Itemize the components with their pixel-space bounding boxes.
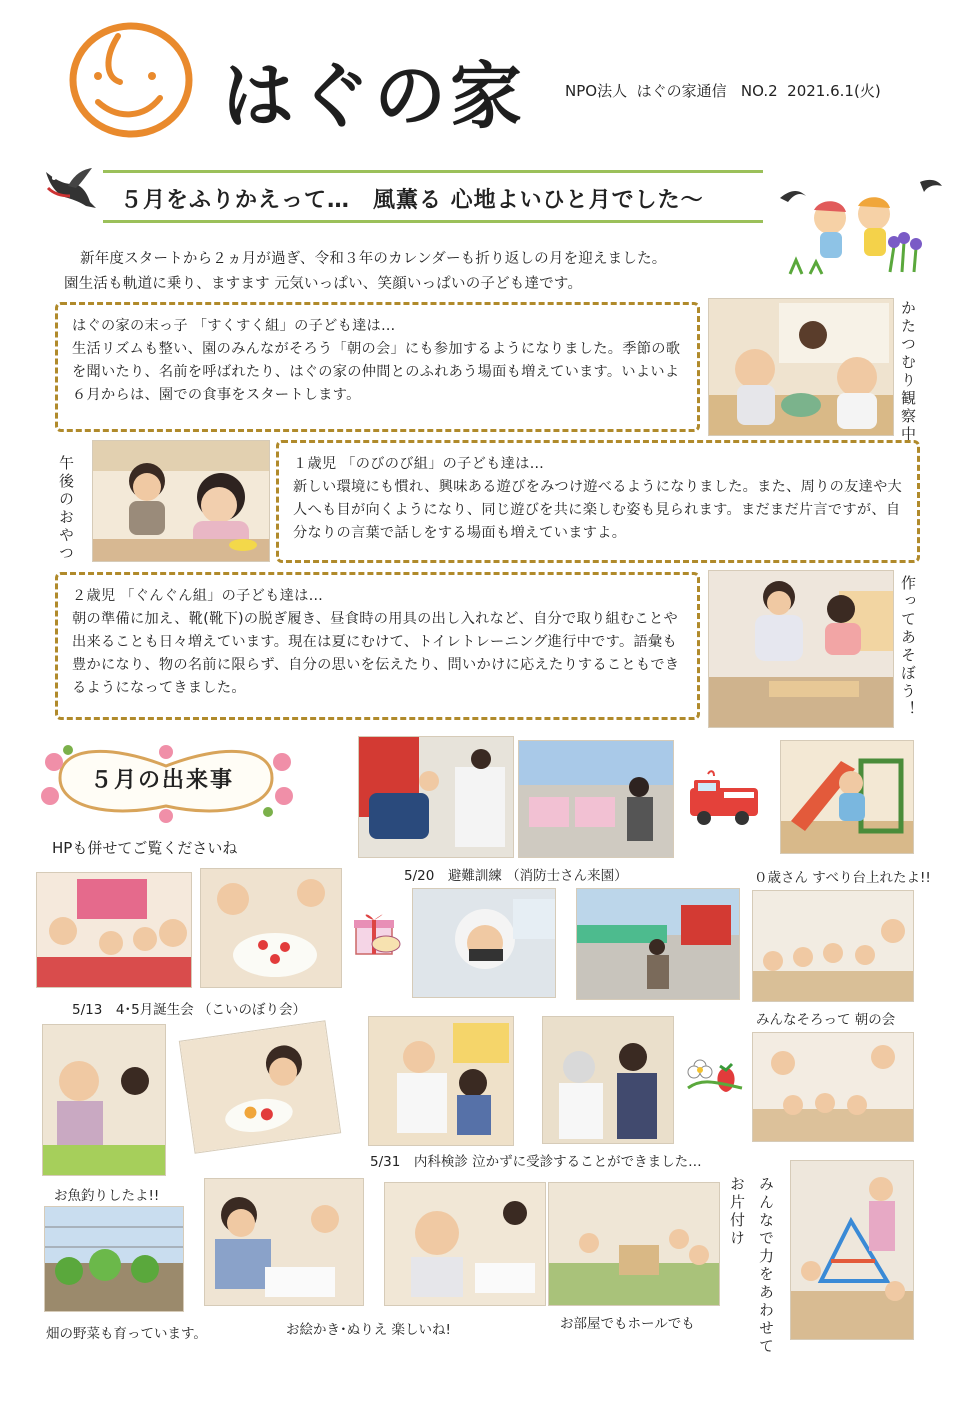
photo-minnade	[790, 1160, 914, 1340]
sukusuku-body: 生活リズムも整い、園のみんながそろう「朝の会」にも参加するようになりました。季節の歌を聞いたり、名前を呼ばれたり、はぐの家の仲間とのふれあう場面も増えています。いよいよ６月からは、園での食事をスタートします。	[72, 341, 681, 403]
logo-icon	[66, 18, 196, 140]
photo-hinan-3	[412, 888, 556, 998]
photo-hatake	[44, 1206, 184, 1312]
sukusuku-title: はぐの家の末っ子 「すくすく組」の子ども達は…	[72, 318, 396, 334]
photo-tanjokai-1	[36, 872, 192, 988]
photo-tsukutte	[708, 570, 894, 728]
intro-line-2: 園生活も軌道に乗り、ますます 元気いっぱい、笑顔いっぱいの子ども達です。	[64, 276, 583, 292]
flower-strawberry-icon	[684, 1048, 746, 1096]
caption-naika: 5/31 内科検診 泣かずに受診することができました…	[370, 1154, 702, 1170]
photo-katatsumuri	[708, 298, 894, 436]
nobinobi-body: 新しい環境にも慣れ、興味ある遊びをみつけ遊べるようになりました。また、周りの友達や大人へも目が向くようになり、同じ遊びを共に楽しむ姿も見られます。まだまだ片言ですが、自分なりの言葉で話しをする場面も増えていますよ。	[293, 479, 903, 541]
caption-hatake: 畑の野菜も育っています。	[46, 1326, 207, 1342]
sukusuku-box	[55, 302, 700, 432]
nobinobi-title: １歳児 「のびのび組」の子ども達は…	[293, 456, 545, 472]
photo-naika-1	[368, 1016, 514, 1146]
photo-naika-2	[542, 1016, 674, 1144]
caption-okataduke: お片付け	[728, 1176, 746, 1248]
caption-katatsumuri: かたつむり観察中	[899, 300, 917, 444]
banner-line-bottom	[103, 220, 763, 223]
caption-tanjokai: 5/13 4･5月誕生会 （こいのぼり会）	[72, 1002, 307, 1018]
swallow-icon	[40, 162, 100, 214]
gift-box-icon	[350, 906, 404, 960]
fire-truck-icon	[686, 770, 762, 828]
gungun-title: ２歳児 「ぐんぐん組」の子ども達は…	[72, 588, 324, 604]
photo-asanokai-2	[752, 1032, 914, 1142]
children-flowers-icon	[770, 176, 946, 282]
caption-minnade: みんなで力をあわせて	[757, 1176, 775, 1356]
banner-line-top	[103, 170, 763, 173]
nobinobi-box	[276, 440, 920, 563]
banner-heading: ５月をふりかえって… 風薫る 心地よいひと月でした～	[120, 188, 704, 213]
photo-oyatsu	[92, 440, 270, 562]
issue-info: NPO法人 はぐの家通信 NO.2 2021.6.1(火)	[565, 82, 881, 100]
intro-line-1: 新年度スタートから２ヵ月が過ぎ、令和３年のカレンダーも折り返しの月を迎えました。	[80, 251, 667, 267]
photo-oheya	[548, 1182, 720, 1306]
photo-oekaki-1	[204, 1178, 364, 1306]
caption-oyatsu: 午後のおやつ	[57, 455, 75, 563]
photo-hinan-1	[358, 736, 514, 858]
caption-hinan: 5/20 避難訓練 （消防士さん来園）	[404, 868, 628, 884]
newsletter-title: はぐの家	[222, 53, 527, 138]
caption-asanokai: みんなそろって 朝の会	[756, 1012, 896, 1028]
photo-oekaki-2	[384, 1182, 546, 1306]
photo-suberidai	[780, 740, 914, 854]
hp-note: HPも併せてご覧くださいね	[52, 839, 238, 857]
photo-asanokai-1	[752, 890, 914, 1002]
caption-oheya: お部屋でもホールでも	[560, 1316, 695, 1332]
gungun-body: 朝の準備に加え、靴(靴下)の脱ぎ履き、昼食時の用具の出し入れなど、自分で取り組むことや出来ることも日々増えています。現在は夏にむけて、トイレトレーニング進行中です。語彙も豊かになり、物の名前に限らず、自分の思いを伝えたり、問いかけに応えたりすることもできるようになってきました。	[72, 611, 680, 696]
caption-osakana: お魚釣りしたよ!!	[54, 1188, 160, 1204]
caption-suberidai: ０歳さん すべり台上れたよ!!	[754, 870, 931, 886]
events-heading: ５月の出来事	[90, 768, 235, 793]
gungun-box	[55, 572, 700, 720]
photo-hinan-2	[518, 740, 674, 858]
photo-tanjokai-2	[200, 868, 342, 988]
caption-tsukutte: 作ってあそぼう！	[899, 575, 917, 719]
caption-oekaki: お絵かき･ぬりえ 楽しいね!	[286, 1322, 451, 1338]
photo-hinan-4	[576, 888, 740, 1000]
photo-osakana	[42, 1024, 166, 1176]
photo-tsuri	[179, 1020, 341, 1153]
